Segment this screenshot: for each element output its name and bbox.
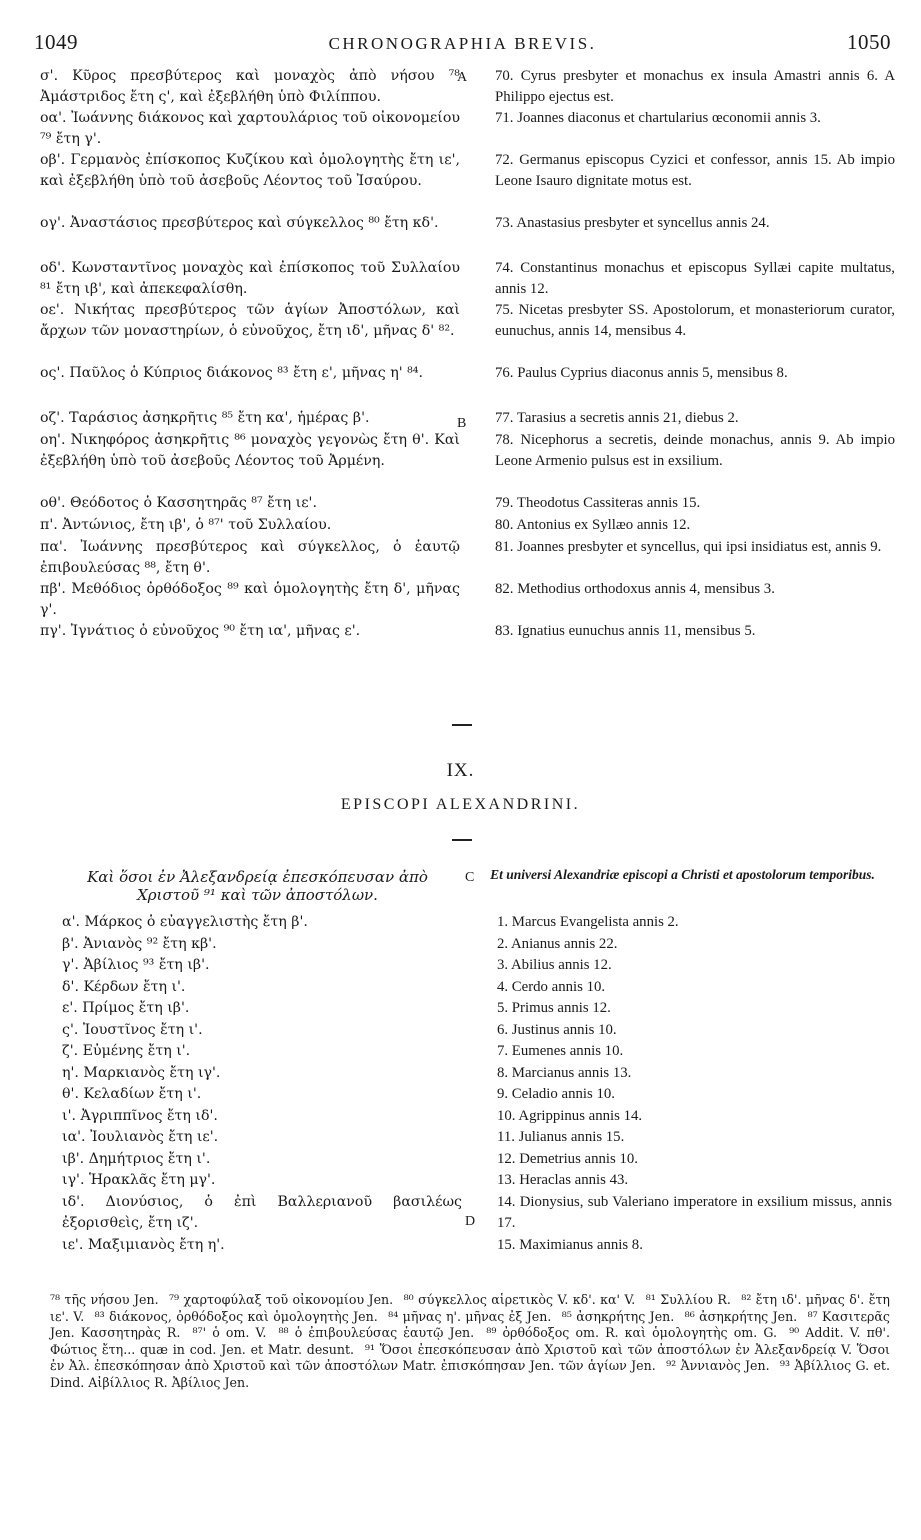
greek-list-item: ια'. Ἰουλιανὸς ἔτη ιε'.	[62, 1129, 219, 1145]
footnote: ⁸⁵ ἀσηκρήτης Jen.	[561, 1308, 675, 1324]
footnote: ⁸² ἔτη ιδ'. μῆνας δ'. ἔτη ιε'. V.	[50, 1292, 890, 1324]
section-title: EPISCOPI ALEXANDRINI.	[340, 796, 581, 813]
greek-list-item: ιβ'. Δημήτριος ἔτη ι'.	[62, 1150, 211, 1167]
intro-latin: Et universi Alexandriæ episcopi a Christi et apostolorum temporibus.	[490, 867, 875, 882]
running-title: CHRONOGRAPHIA BREVIS.	[328, 34, 597, 53]
greek-entry-81: πα'. Ἰωάννης πρεσβύτερος καὶ σύγκελλος, ὁ ἑαυτῷ ἐπιβουλεύσας ⁸⁸, ἔτη θ'.	[40, 539, 460, 576]
greek-list-item: ιδ'. Διονύσιος, ὁ ἐπὶ Βαλλεριανοῦ βασιλέως ἐξορισθεὶς, ἔτη ιζ'.	[62, 1193, 462, 1231]
latin-entry-78: 78. Nicephorus a secretis, deinde monachus, annis 9. Ab impio Leone Armenio pulsus est in exsilium.	[495, 432, 895, 469]
greek-list-item: ιε'. Μαξιμιανὸς ἔτη η'.	[62, 1236, 225, 1253]
latin-list-item: 15. Maximianus annis 8.	[497, 1236, 643, 1253]
footnote: ⁸¹ Συλλίου R.	[645, 1292, 731, 1307]
latin-entry-70: 70. Cyrus presbyter et monachus ex insula Amastri annis 6. A Philippo ejectus est.	[495, 68, 895, 105]
greek-entry-83: πγ'. Ἰγνάτιος ὁ εὐνοῦχος ⁹⁰ ἔτη ια', μῆνας ε'.	[40, 623, 361, 639]
greek-entry-72: οβ'. Γερμανὸς ἐπίσκοπος Κυζίκου καὶ ὁμολογητὴς ἔτη ιε', καὶ ἐξεβλήθη ὑπὸ τοῦ ἀσεβοῦς Λέοντος τοῦ Ἰσαύρου.	[40, 152, 460, 189]
latin-list-item: 13. Heraclas annis 43.	[497, 1172, 629, 1188]
section-number: IX.	[446, 760, 475, 781]
latin-list-item: 6. Justinus annis 10.	[497, 1021, 617, 1038]
footnote: ⁹⁰ Addit. V. πθ'. Φώτιος ἔτη... quæ in cod. Jen. et Matr. desunt.	[50, 1325, 890, 1357]
latin-entry-75: 75. Nicetas presbyter SS. Apostolorum, et monasteriorum curator, eunuchus, annis 14, mensibus 4.	[495, 302, 895, 339]
latin-list-item: 4. Cerdo annis 10.	[497, 978, 606, 995]
greek-list-item: β'. Ἀνιανὸς ⁹² ἔτη κβ'.	[62, 935, 217, 952]
greek-list-item: ιγ'. Ἡρακλᾶς ἔτη μγ'.	[62, 1172, 216, 1188]
latin-entry-79: 79. Theodotus Cassiteras annis 15.	[495, 495, 701, 511]
greek-list-item: θ'. Κελαδίων ἔτη ι'.	[62, 1086, 202, 1102]
greek-entry-74: οδ'. Κωνσταντῖνος μοναχὸς καὶ ἐπίσκοπος τοῦ Συλλαίου ⁸¹ ἔτη ιβ', καὶ ἀπεκεφαλίσθη.	[40, 260, 460, 297]
footnote: ⁸³ διάκονος, ὀρθόδοξος καὶ ὁμολογητὴς Jen.	[94, 1308, 378, 1324]
latin-bishop-list	[497, 912, 897, 1256]
latin-list-item: 7. Eumenes annis 10.	[497, 1043, 624, 1059]
footnote: ⁹² Ἀννιανὸς Jen.	[666, 1358, 770, 1373]
greek-entry-76: ος'. Παῦλος ὁ Κύπριος διάκονος ⁸³ ἔτη ε', μῆνας η' ⁸⁴.	[40, 365, 423, 381]
footnote: ⁷⁹ χαρτοφύλαξ τοῦ οἰκονομίου Jen.	[169, 1292, 394, 1307]
page-header	[34, 30, 891, 58]
latin-list-item: 10. Agrippinus annis 14.	[497, 1107, 643, 1124]
latin-entry-77: 77. Tarasius a secretis annis 21, diebus 2.	[495, 410, 739, 426]
greek-list-item: ς'. Ἰουστῖνος ἔτη ι'.	[62, 1021, 203, 1038]
intro-greek: Καὶ ὅσοι ἐν Ἀλεξανδρείᾳ ἐπεσκόπευσαν ἀπὸ Χριστοῦ ⁹¹ καὶ τῶν ἀποστόλων.	[87, 868, 428, 904]
greek-list-item: γ'. Ἀβίλιος ⁹³ ἔτη ιβ'.	[62, 957, 210, 973]
greek-list-item: α'. Μάρκος ὁ εὐαγγελιστὴς ἔτη β'.	[62, 914, 308, 930]
latin-list-item: 3. Abilius annis 12.	[497, 957, 612, 973]
footnote: ⁸⁸ ὁ ἐπιβουλεύσας ἑαυτῷ Jen.	[278, 1325, 475, 1340]
latin-list-item: 1. Marcus Evangelista annis 2.	[497, 914, 679, 930]
margin-letter-b: B	[457, 416, 467, 431]
margin-letter-a: A	[457, 70, 468, 85]
latin-entry-72: 72. Germanus episcopus Cyzici et confessor, annis 15. Ab impio Leone Isauro dignitate motus est.	[495, 152, 895, 189]
greek-entry-70: σ'. Κῦρος πρεσβύτερος καὶ μοναχὸς ἀπὸ νήσου ⁷⁸ Ἀμάστριδος ἔτη ς', καὶ ἐξεβλήθη ὑπὸ Φιλίππου.	[40, 68, 460, 105]
footnote: ⁸⁷ Κασιτερᾶς Jen. Κασσητηρὰς R.	[50, 1308, 890, 1340]
latin-entry-76: 76. Paulus Cyprius diaconus annis 5, mensibus 8.	[495, 365, 788, 381]
footnote: ⁸⁰ σύγκελλος αἱρετικὸς V. κδ'. κα' V.	[403, 1292, 636, 1307]
latin-list-item: 2. Anianus annis 22.	[497, 935, 618, 952]
footnote: ⁷⁸ τῆς νήσου Jen.	[50, 1292, 159, 1307]
latin-entry-83: 83. Ignatius eunuchus annis 11, mensibus 5.	[495, 623, 756, 639]
footnote: ⁸⁷' ὁ om. V.	[192, 1325, 267, 1340]
footnotes	[50, 1292, 890, 1391]
margin-letter-d: D	[465, 1214, 476, 1229]
greek-list-item: δ'. Κέρδων ἔτη ι'.	[62, 978, 186, 995]
latin-column	[495, 66, 895, 643]
greek-entry-75: οε'. Νικήτας πρεσβύτερος τῶν ἁγίων Ἀποστόλων, καὶ ἄρχων τῶν μοναστηρίων, ὁ εὐνοῦχος, ἔτη ιδ', μῆνας δ' ⁸².	[40, 302, 460, 339]
latin-list-item: 5. Primus annis 12.	[497, 1000, 611, 1016]
greek-bishop-list	[62, 912, 462, 1256]
footnote: ⁹³ Ἀβίλλιος G. et. Dind. Αἰβίλλιος R. Ἀβίλιος Jen.	[50, 1358, 890, 1390]
greek-entry-80: π'. Ἀντώνιος, ἔτη ιβ', ὁ ⁸⁷' τοῦ Συλλαίου.	[40, 517, 332, 533]
latin-list-item: 11. Julianus annis 15.	[497, 1129, 625, 1145]
greek-entry-82: πβ'. Μεθόδιος ὀρθόδοξος ⁸⁹ καὶ ὁμολογητὴς ἔτη δ', μῆνας γ'.	[40, 581, 460, 618]
greek-list-item: ι'. Ἀγριππῖνος ἔτη ιδ'.	[62, 1107, 218, 1124]
greek-list-item: η'. Μαρκιανὸς ἔτη ιγ'.	[62, 1064, 221, 1081]
greek-entry-79: οθ'. Θεόδοτος ὁ Κασσητηρᾶς ⁸⁷ ἔτη ιε'.	[40, 495, 317, 511]
section-divider-bottom	[452, 839, 472, 841]
latin-list-item: 8. Marcianus annis 13.	[497, 1064, 632, 1081]
greek-entry-78: οη'. Νικηφόρος ἀσηκρῆτις ⁸⁶ μοναχὸς γεγονὼς ἔτη θ'. Καὶ ἐξεβλήθη ὑπὸ τοῦ ἀσεβοῦς Λέοντος τοῦ Ἀρμένη.	[40, 432, 460, 469]
page-number-right: 1050	[847, 30, 891, 54]
section-divider-top	[452, 724, 472, 726]
latin-entry-71: 71. Joannes diaconus et chartularius œconomii annis 3.	[495, 110, 821, 126]
footnote: ⁸⁴ μῆνας η'. μῆνας ἐξ Jen.	[388, 1308, 552, 1324]
latin-entry-80: 80. Antonius ex Syllæo annis 12.	[495, 517, 691, 533]
greek-entry-73: ογ'. Ἀναστάσιος πρεσβύτερος καὶ σύγκελλος ⁸⁰ ἔτη κδ'.	[40, 215, 439, 231]
latin-list-item: 9. Celadio annis 10.	[497, 1086, 615, 1102]
latin-entry-81: 81. Joannes presbyter et syncellus, qui ipsi insidiatus est, annis 9.	[495, 539, 882, 555]
latin-list-item: 14. Dionysius, sub Valeriano imperatore in exsilium missus, annis 17.	[497, 1193, 892, 1231]
greek-entry-77: οζ'. Ταράσιος ἀσηκρῆτις ⁸⁵ ἔτη κα', ἡμέρας β'.	[40, 410, 370, 426]
latin-list-item: 12. Demetrius annis 10.	[497, 1150, 638, 1167]
footnote: ⁸⁶ ἀσηκρήτης Jen.	[684, 1308, 798, 1324]
greek-list-item: ε'. Πρίμος ἔτη ιβ'.	[62, 1000, 190, 1016]
latin-entry-82: 82. Methodius orthodoxus annis 4, mensibus 3.	[495, 581, 775, 597]
page-number-left: 1049	[34, 30, 78, 54]
greek-column	[40, 66, 460, 643]
greek-list-item: ζ'. Εὐμένης ἔτη ι'.	[62, 1043, 191, 1059]
latin-entry-74: 74. Constantinus monachus et episcopus Syllæi capite multatus, annis 12.	[495, 260, 895, 297]
footnote: ⁸⁹ ὀρθόδοξος om. R. καὶ ὁμολογητὴς om. G.	[486, 1325, 777, 1340]
footnote: ⁹¹ Ὅσοι ἐπεσκόπευσαν ἀπὸ Χριστοῦ καὶ τῶν ἀποστόλων ἐν Ἀλεξανδρείᾳ V. Ὅσοι ἐν Ἀλ. ἐπεσκόπησαν ἀπὸ Χριστοῦ καὶ τῶν ἀποστόλων Matr. ἐπισκόπησαν Jen. τῶν ἁγίων Jen.	[50, 1341, 890, 1373]
margin-letter-c: C	[465, 870, 475, 885]
latin-entry-73: 73. Anastasius presbyter et syncellus annis 24.	[495, 215, 770, 231]
greek-entry-71: οα'. Ἰωάννης διάκονος καὶ χαρτουλάριος τοῦ οἰκονομείου ⁷⁹ ἔτη γ'.	[40, 110, 460, 147]
